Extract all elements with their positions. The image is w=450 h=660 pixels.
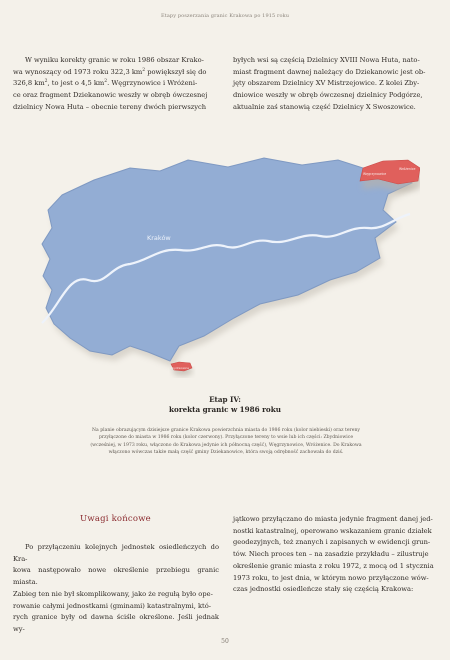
bottom-left-paragraph: Po przyłączeniu kolejnych jednostek osiedleńczych do Kra- kowa następowało nowe określenie przebiegu granic miasta. Zabieg ten nie był skomplikowany, jako że regułą było ope- rowanie całymi jednostkami (gminami) katastralnymi, któ- rych granice były od dawna ściśle określone. Jeśli jednak wy-: [13, 543, 219, 633]
figure-caption-title: Etap IV: korekta granic w 1986 roku: [169, 395, 281, 414]
top-left-paragraph: W wyniku korekty granic w roku 1986 obszar Krako- wa wynoszący od 1973 roku 322,3 $km^2$ powiększył się do 326,8 $km^2$, to jest o 4,5 $km^2$. Węgrzynowice i Wróżeni- ce oraz fragment Dziekanowic weszły w obręb ówczesnej dzielnicy Nowa Huta – obecnie tereny dwóch pierwszych: [13, 56, 208, 111]
top-right-column: [233, 55, 439, 114]
page-number: 50: [221, 638, 229, 645]
map-label-wrozenice: Wróżenice: [399, 167, 416, 171]
map-label-wegrzynowice: Węgrzynowice: [363, 172, 387, 176]
map-city-label: Kraków: [147, 234, 171, 242]
section-heading: Uwagi końcowe: [80, 514, 151, 524]
top-left-column: [13, 55, 219, 114]
bottom-left-column: [13, 542, 219, 636]
bottom-right-column: [233, 514, 439, 596]
top-right-paragraph: byłych wsi są częścią Dzielnicy XVIII Nowa Huta, nato- miast fragment dawnej należący do Dziekanowic jest ob- jęty obszarem Dzielnicy XV Mistrzejowice. Z kolei Zby- dniowice weszły w obręb ówczesnej dzielnicy Podgórze, aktualnie zaś stanowią część Dzielnicy X Swoszowice.: [233, 56, 426, 111]
city-area-pre-1986: [42, 158, 412, 361]
bottom-right-paragraph: jątkowo przyłączano do miasta jedynie fragment danej jed- nostki katastralnej, operowano wskazaniem granic działek geodezyjnych, też znanych i zapisanych w ewidencji grun- tów. Niech proces ten – na zasadzie przykładu – zilustruje określenie granic miasta z roku 1972, z mocą od 1 stycznia 1973 roku, to jest dnia, w którym nowo przyłączone wów- czas jednostki osiedleńcze stały się częścią Krakowa:: [233, 515, 434, 594]
map-label-zbydniowice: Zbydniowice: [170, 366, 189, 370]
figure-caption-body: Na planie obrazującym dzisiejsze granice Krakowa powierzchnia miasta do 1986 roku (kolor niebieski) oraz tereny przyłączone do miasta w 1986 roku (kolor czerwony). Przyłączone tereny to wsie lub ich części: Zbydniowice (wcześniej, w 1973 roku, włączono do Krakowa jedynie ich północną część), Węgrzynowice, Wróżenice. Do Krakowa włączono wówczas także małą część gminy Dziekanowice, która swoją odrębność zachowała do dziś.: [90, 428, 362, 455]
krakow-boundary-map: [38, 148, 420, 392]
running-head: Etapy poszerzania granic Krakowa po 1915 roku: [160, 13, 290, 19]
